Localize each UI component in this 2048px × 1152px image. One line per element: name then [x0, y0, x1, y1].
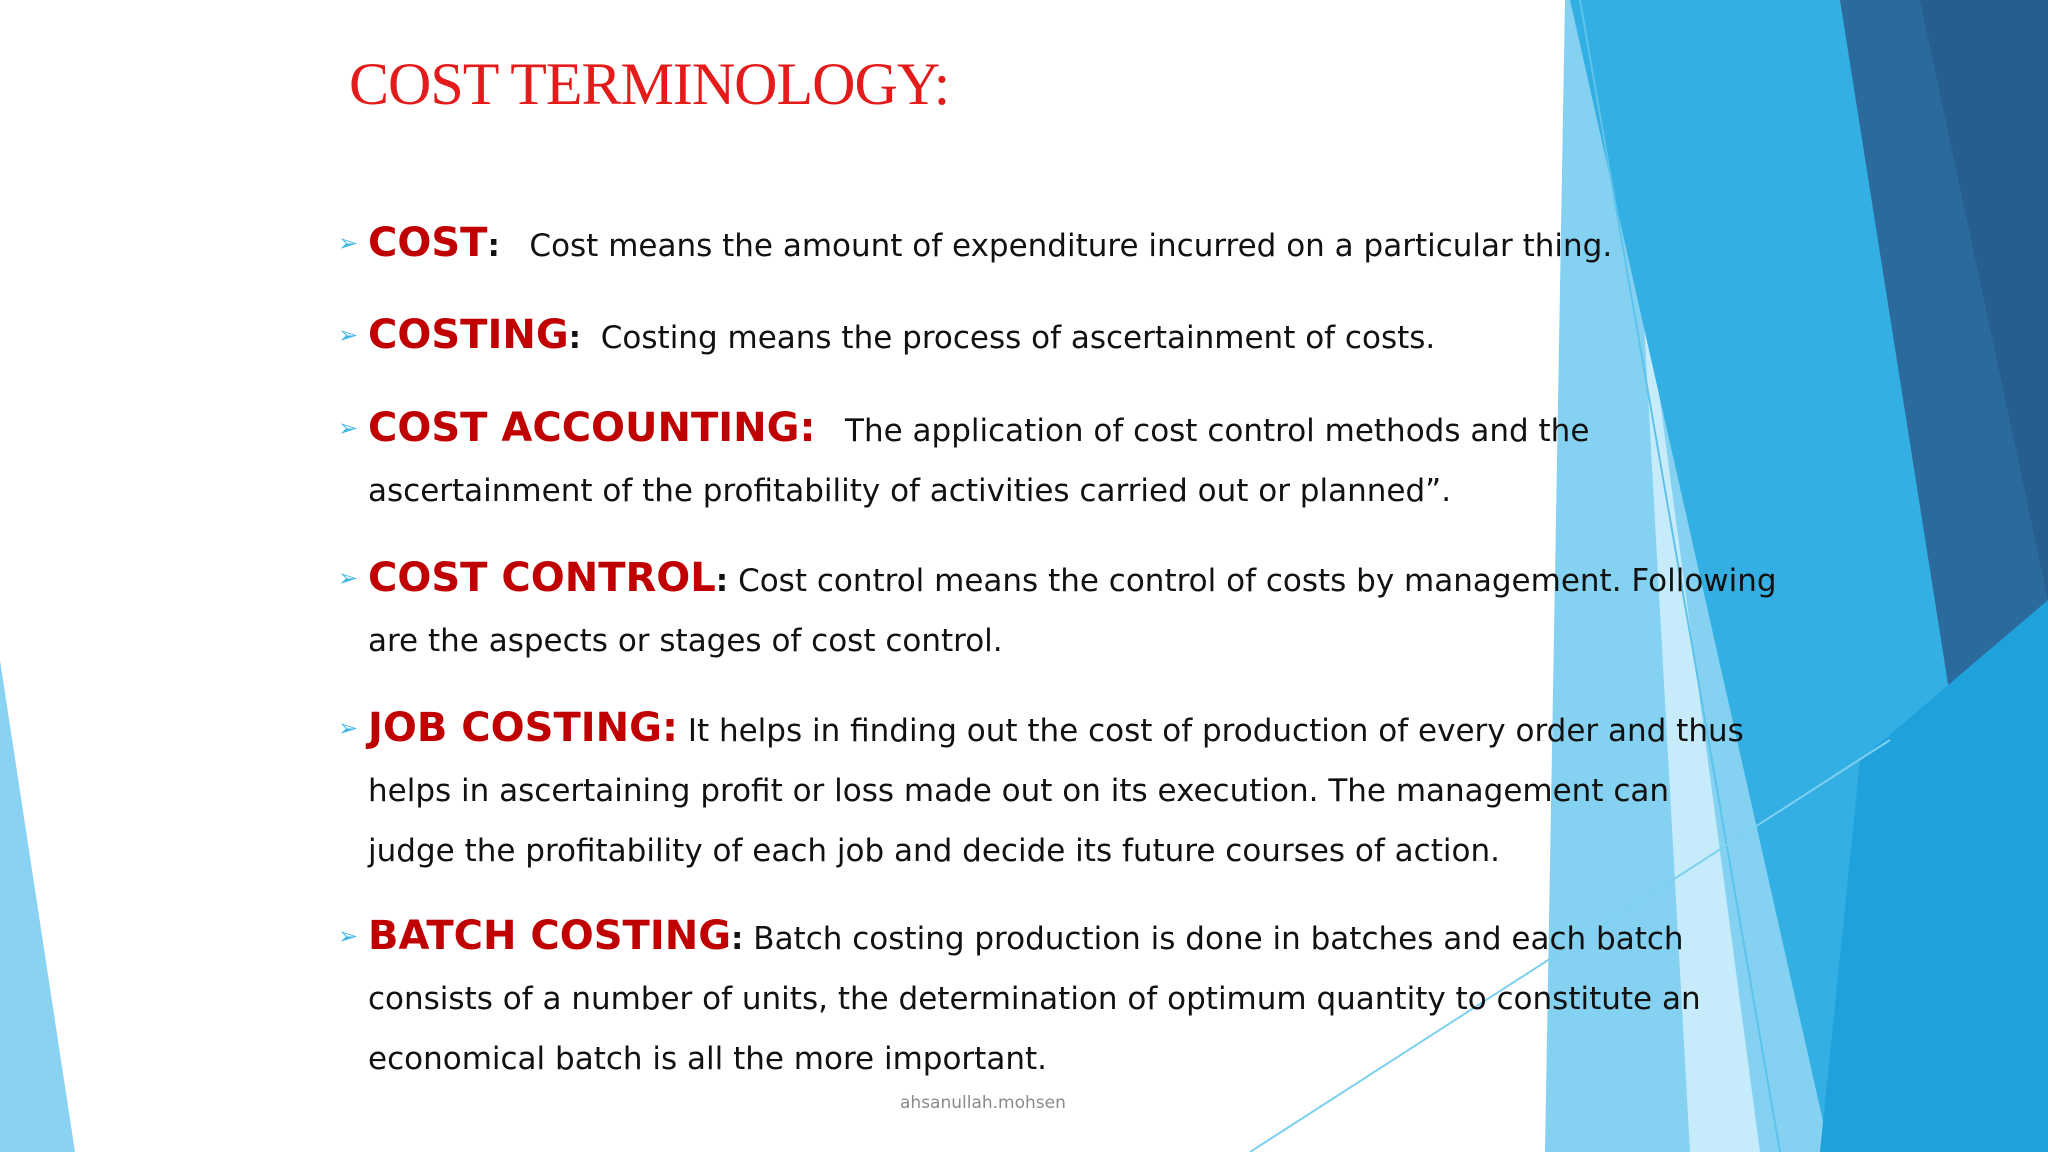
term-item-cost-accounting [338, 398, 1738, 521]
term-line [368, 906, 1738, 969]
term-label: COST CONTROL [368, 555, 716, 601]
definition-line: are the aspects or stages of cost control. [368, 623, 1003, 659]
term-label: JOB COSTING: [368, 705, 678, 751]
arrow-bullet-icon: ➢ [338, 922, 359, 950]
term-line [368, 698, 1744, 761]
term-item-batch-costing [338, 906, 1738, 1089]
term-item-job-costing [338, 698, 1744, 881]
definition-text: It helps in finding out the cost of production of every order and thus [687, 713, 1744, 749]
term-line [368, 548, 1777, 611]
definition-text: Costing means the process of ascertainment of costs. [600, 320, 1436, 356]
term-label: COSTING [368, 312, 569, 358]
definition-line: judge the profitability of each job and decide its future courses of action. [368, 833, 1500, 869]
term-label: BATCH COSTING [368, 913, 732, 959]
term-colon: : [568, 320, 582, 356]
term-item-cost [338, 213, 1738, 276]
definition-line: ascertainment of the profitability of activities carried out or planned”. [368, 473, 1452, 509]
footer-watermark: ahsanullah.mohsen [900, 1093, 1066, 1113]
definition-line: economical batch is all the more important. [368, 1041, 1047, 1077]
term-colon: : [731, 921, 744, 957]
term-label: COST [368, 220, 488, 266]
slide-title: COST TERMINOLOGY: [349, 51, 950, 117]
term-line [368, 213, 1738, 276]
term-line [368, 305, 1738, 368]
arrow-bullet-icon: ➢ [338, 321, 359, 349]
definition-line: helps in ascertaining profit or loss made out on its execution. The management can [368, 773, 1670, 809]
definition-text: The application of cost control methods and the [845, 413, 1590, 449]
left-triangle-shape [0, 660, 75, 1152]
arrow-bullet-icon: ➢ [338, 414, 359, 442]
arrow-bullet-icon: ➢ [338, 564, 359, 592]
term-item-cost-control [338, 548, 1777, 671]
definition-text: Cost control means the control of costs by management. Following [738, 563, 1777, 599]
definition-text: Cost means the amount of expenditure incurred on a particular thing. [529, 228, 1613, 264]
term-colon: : [487, 228, 500, 264]
term-line [368, 398, 1738, 461]
term-colon: : [715, 563, 729, 599]
term-label: COST ACCOUNTING: [368, 405, 816, 451]
definition-line: consists of a number of units, the determination of optimum quantity to constitute an [368, 981, 1701, 1017]
term-item-costing [338, 305, 1738, 368]
arrow-bullet-icon: ➢ [338, 229, 359, 257]
definition-text: Batch costing production is done in batches and each batch [753, 921, 1684, 957]
arrow-bullet-icon: ➢ [338, 714, 359, 742]
